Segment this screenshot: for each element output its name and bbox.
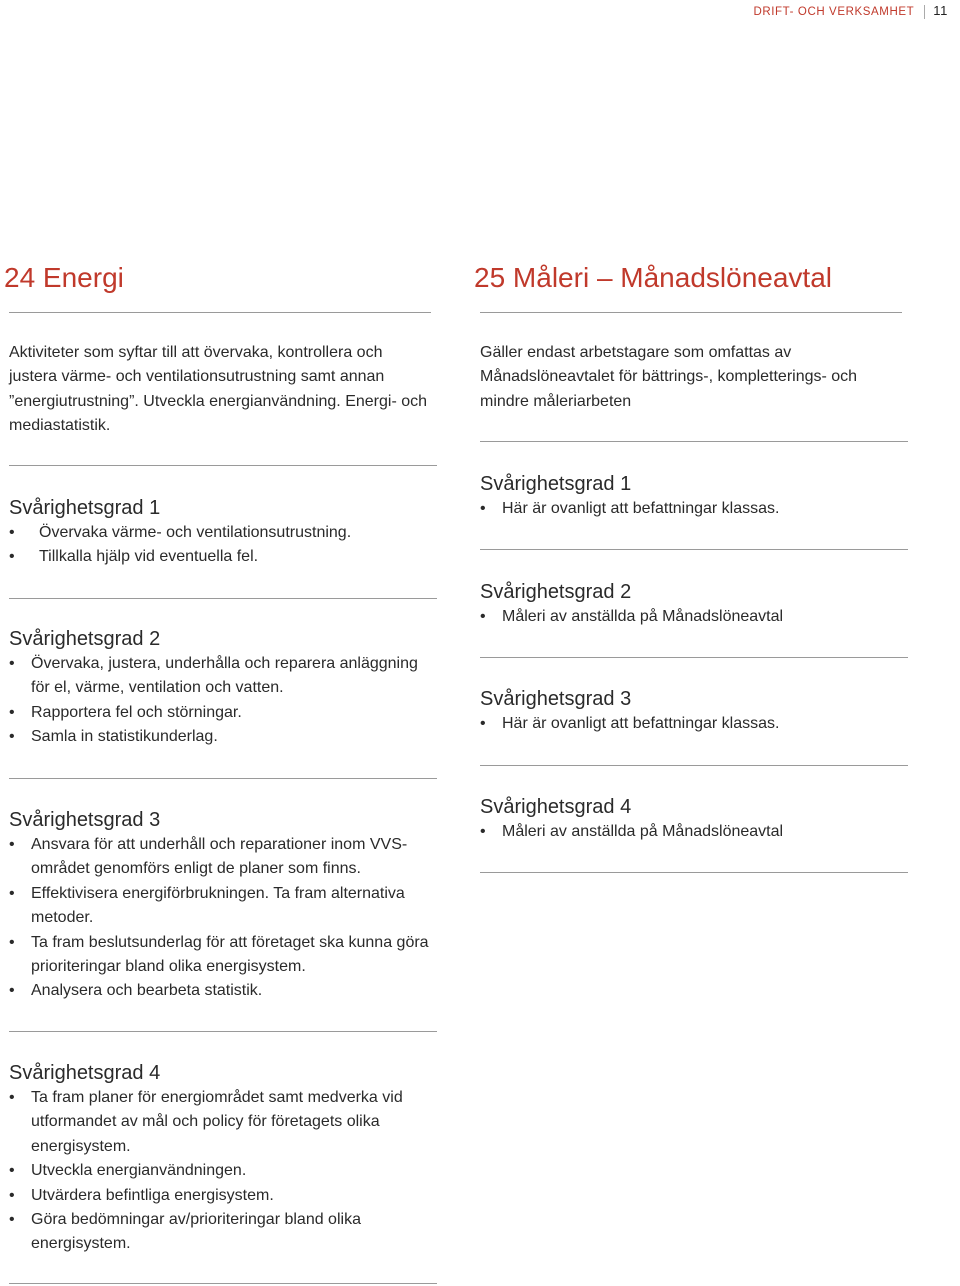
divider — [9, 312, 431, 313]
bullet-icon: • — [9, 982, 15, 1000]
list-item: • Måleri av anställda på Månadslöneavtal — [480, 820, 908, 844]
bullet-icon: • — [9, 1089, 15, 1106]
grade-block-1 — [9, 495, 437, 570]
list-item: • Utveckla energianvändningen. — [9, 1159, 439, 1183]
bullet-icon: • — [9, 655, 15, 672]
grade-items — [9, 521, 437, 570]
grade-block-4 — [9, 1060, 439, 1257]
divider — [9, 1031, 437, 1032]
list-item: • Göra bedömningar av/prioriteringar bland olika energisystem. — [9, 1208, 439, 1257]
divider — [480, 765, 908, 766]
divider — [9, 598, 437, 599]
grade-title: Svårighetsgrad 2 — [480, 581, 632, 603]
list-item: • Ta fram planer för energiområdet samt medverka vid utformandet av mål och policy för företagets olika energisystem. — [9, 1086, 439, 1159]
bullet-icon: • — [480, 500, 486, 517]
divider — [9, 778, 437, 779]
grade-title: Svårighetsgrad 1 — [480, 473, 632, 495]
grade-block-2 — [480, 579, 908, 629]
list-item: • Samla in statistikunderlag. — [9, 725, 437, 749]
divider — [480, 549, 908, 550]
bullet-icon: • — [9, 524, 15, 541]
grade-items — [480, 605, 908, 629]
bullet-icon: • — [9, 728, 15, 746]
section-name: DRIFT- OCH VERKSAMHET — [753, 6, 915, 18]
section-title: 24 Energi — [4, 262, 124, 293]
list-item: • Övervaka värme- och ventilationsutrustning. — [9, 521, 437, 545]
grade-block-3 — [9, 807, 445, 1004]
bullet-icon: • — [9, 703, 15, 721]
list-item: • Måleri av anställda på Månadslöneavtal — [480, 605, 908, 629]
bullet-icon: • — [480, 823, 486, 840]
bullet-icon: • — [9, 548, 15, 566]
running-header — [753, 3, 948, 19]
grade-items — [480, 497, 908, 521]
list-item: • Rapportera fel och störningar. — [9, 701, 437, 725]
list-item: • Här är ovanligt att befattningar klassas. — [480, 712, 908, 736]
bullet-icon: • — [480, 715, 486, 732]
grade-title: Svårighetsgrad 1 — [9, 497, 161, 519]
bullet-icon: • — [9, 933, 15, 951]
divider — [9, 1283, 437, 1284]
divider — [480, 872, 908, 873]
bullet-icon: • — [9, 1186, 15, 1204]
bullet-icon: • — [9, 884, 15, 902]
grade-block-1 — [480, 471, 908, 521]
grade-items — [9, 833, 445, 1004]
list-item: • Ansvara för att underhåll och reparationer inom VVS-området genomförs enligt de planer som finns. — [9, 833, 445, 882]
section-intro: Aktiviteter som syftar till att övervaka, kontrollera och justera värme- och ventilationsutrustning samt annan ”energiutrustning”. Utveckla energianvändning. Energi- och mediastatistik. — [9, 344, 428, 435]
divider — [480, 657, 908, 658]
grade-block-2 — [9, 626, 437, 750]
divider — [480, 312, 902, 313]
bullet-icon: • — [9, 836, 15, 853]
list-item: • Här är ovanligt att befattningar klassas. — [480, 497, 908, 521]
list-item: • Tillkalla hjälp vid eventuella fel. — [9, 545, 437, 569]
list-item: • Analysera och bearbeta statistik. — [9, 979, 445, 1003]
list-item: • Utvärdera befintliga energisystem. — [9, 1184, 439, 1208]
divider — [9, 465, 437, 466]
grade-title: Svårighetsgrad 4 — [480, 796, 632, 818]
grade-block-4 — [480, 794, 908, 844]
divider — [480, 441, 908, 442]
bullet-icon: • — [9, 1211, 15, 1229]
list-item: • Effektivisera energiförbrukningen. Ta fram alternativa metoder. — [9, 882, 445, 931]
grade-title: Svårighetsgrad 3 — [480, 688, 632, 710]
section-intro: Gäller endast arbetstagare som omfattas av Månadslöneavtalet för bättrings-, kompletterings- och mindre måleriarbeten — [480, 344, 858, 410]
list-item: • Övervaka, justera, underhålla och reparera anläggning för el, värme, ventilation och vatten. — [9, 652, 437, 701]
list-item: • Ta fram beslutsunderlag för att företaget ska kunna göra prioriteringar bland olika energisystem. — [9, 931, 445, 980]
bullet-icon: • — [480, 608, 486, 625]
grade-items — [480, 712, 908, 736]
grade-items — [9, 1086, 439, 1257]
grade-items — [9, 652, 437, 750]
grade-items — [480, 820, 908, 844]
grade-title: Svårighetsgrad 2 — [9, 628, 161, 650]
section-title: 25 Måleri – Månadslöneavtal — [474, 262, 832, 293]
page-number: 11 — [933, 3, 948, 18]
header-divider — [924, 5, 925, 19]
grade-title: Svårighetsgrad 4 — [9, 1062, 161, 1084]
grade-block-3 — [480, 686, 908, 736]
grade-title: Svårighetsgrad 3 — [9, 809, 161, 831]
bullet-icon: • — [9, 1162, 15, 1180]
